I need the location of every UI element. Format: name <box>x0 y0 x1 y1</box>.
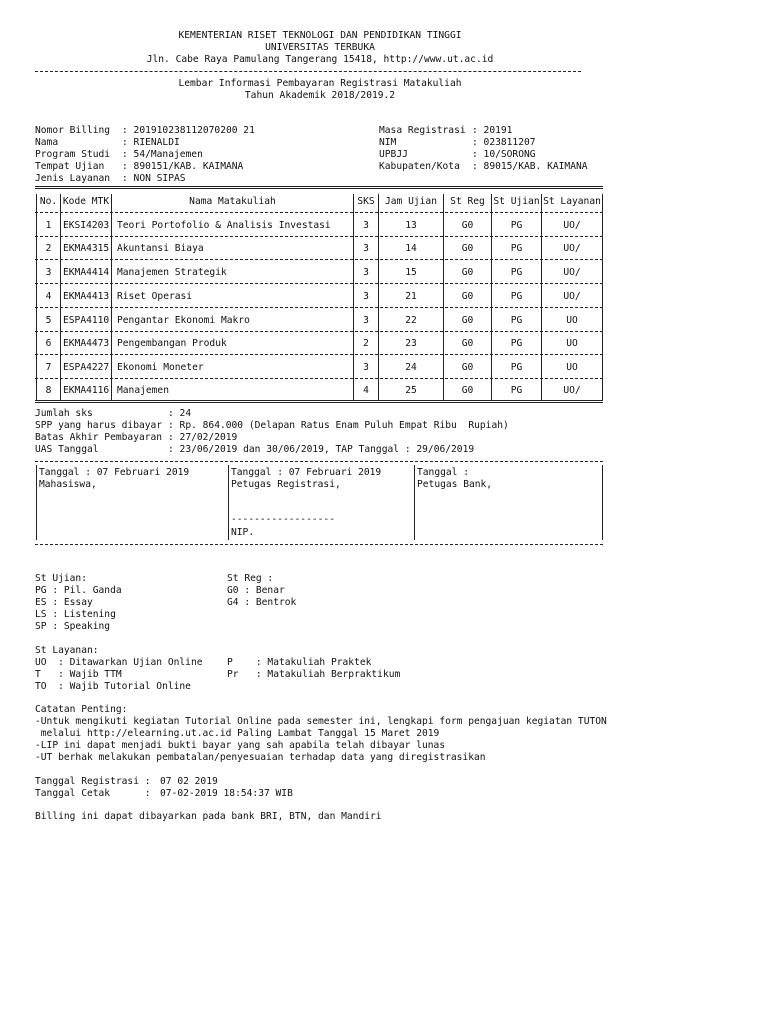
legend-item: P : Matakuliah Praktek <box>227 657 372 668</box>
student-sign-date: Tanggal : 07 Februari 2019 <box>39 467 190 478</box>
row-reg-status: G0 <box>461 315 474 326</box>
service-type: : NON SIPAS <box>122 173 186 184</box>
col-header: St Ujian <box>493 196 540 207</box>
row-no: 8 <box>45 385 52 396</box>
summary-label: Jumlah sks <box>35 408 93 419</box>
row-reg-status: G0 <box>461 267 474 278</box>
legend-item: ES : Essay <box>35 597 93 608</box>
legend-title: St Reg : <box>227 573 274 584</box>
info-label: Nomor Billing <box>35 125 111 136</box>
notes-title: Catatan Penting: <box>35 704 128 715</box>
legend-title: St Ujian: <box>35 573 87 584</box>
row-reg-status: G0 <box>461 243 474 254</box>
legend-title: St Layanan: <box>35 645 99 656</box>
row-sks: 3 <box>363 362 369 373</box>
info-label: UPBJJ <box>379 149 408 160</box>
row-sks: 3 <box>363 267 369 278</box>
payment-banks-note: Billing ini dapat dibayarkan pada bank BRI, BTN, dan Mandiri <box>35 811 382 822</box>
row-reg-status: G0 <box>461 362 474 373</box>
row-exam-hour: 14 <box>405 243 417 254</box>
row-service-status: UO/ <box>563 385 581 396</box>
ministry-name: KEMENTERIAN RISET TEKNOLOGI DAN PENDIDIKAN TINGGI <box>178 30 462 41</box>
col-header: St Layanan <box>543 196 601 207</box>
billing-number: : 201910238112070200 21 <box>122 125 255 136</box>
legend-item: G4 : Bentrok <box>227 597 297 608</box>
table-bottom-border <box>35 400 603 403</box>
row-exam-status: PG <box>510 315 523 326</box>
row-course: Akuntansi Biaya <box>117 243 204 254</box>
info-label: Kabupaten/Kota <box>379 161 460 172</box>
row-exam-status: PG <box>510 267 523 278</box>
row-service-status: UO/ <box>563 267 581 278</box>
row-code: EKSI4203 <box>63 220 110 231</box>
row-code: EKMA4473 <box>63 338 110 349</box>
row-no: 2 <box>45 243 52 254</box>
col-header: No. <box>39 196 58 207</box>
table-top-border <box>35 186 603 189</box>
row-code: EKMA4413 <box>63 291 110 302</box>
university-address: Jln. Cabe Raya Pamulang Tangerang 15418, http://www.ut.ac.id <box>146 54 494 65</box>
note-line: -UT berhak melakukan pembatalan/penyesuaian terhadap data yang diregistrasikan <box>35 752 486 763</box>
row-exam-hour: 21 <box>405 291 417 302</box>
row-exam-hour: 15 <box>405 267 417 278</box>
row-course: Manajemen <box>117 385 169 396</box>
summary-label: Batas Akhir Pembayaran <box>35 432 163 443</box>
row-exam-status: PG <box>510 220 523 231</box>
legend-item: Pr : Matakuliah Berpraktikum <box>227 669 401 680</box>
regency-city: : 89015/KAB. KAIMANA <box>472 161 588 172</box>
row-exam-status: PG <box>510 338 523 349</box>
date-label: Tanggal Cetak : <box>35 788 151 799</box>
row-course: Teori Portofolio & Analisis Investasi <box>117 220 331 231</box>
info-label: Tempat Ujian <box>35 161 105 172</box>
col-header: Nama Matakuliah <box>189 196 276 207</box>
row-course: Ekonomi Moneter <box>117 362 204 373</box>
row-service-status: UO <box>566 315 578 326</box>
registrar-nip: NIP. <box>231 527 255 538</box>
legend-item: UO : Ditawarkan Ujian Online <box>35 657 203 668</box>
row-service-status: UO/ <box>563 220 581 231</box>
row-code: EKMA4315 <box>63 243 110 254</box>
upbjj: : 10/SORONG <box>472 149 536 160</box>
col-header: SKS <box>357 196 375 207</box>
info-label: Jenis Layanan <box>35 173 111 184</box>
registrar-sign-line: ------------------ <box>231 514 335 525</box>
legend-item: TO : Wajib Tutorial Online <box>35 681 191 692</box>
info-label: NIM <box>379 137 397 148</box>
row-course: Pengantar Ekonomi Makro <box>117 315 250 326</box>
row-no: 4 <box>45 291 52 302</box>
row-exam-hour: 13 <box>405 220 417 231</box>
row-reg-status: G0 <box>461 385 474 396</box>
row-service-status: UO <box>566 338 578 349</box>
row-reg-status: G0 <box>461 338 474 349</box>
legend-item: T : Wajib TTM <box>35 669 122 680</box>
row-code: EKMA4414 <box>63 267 110 278</box>
registration-period: : 20191 <box>472 125 513 136</box>
student-sign-role: Mahasiswa, <box>39 479 97 490</box>
print-date: 07-02-2019 18:54:37 WIB <box>160 788 293 799</box>
row-exam-status: PG <box>510 243 523 254</box>
row-exam-hour: 22 <box>405 315 417 326</box>
note-line: -Untuk mengikuti kegiatan Tutorial Online pada semester ini, lengkapi form pengajuan kegiatan TUTON <box>35 716 607 727</box>
tuition-amount: : Rp. 864.000 (Delapan Ratus Enam Puluh Empat Ribu Rupiah) <box>168 420 509 431</box>
university-name: UNIVERSITAS TERBUKA <box>265 42 375 53</box>
registration-date: 07 02 2019 <box>160 776 218 787</box>
row-reg-status: G0 <box>461 220 474 231</box>
row-reg-status: G0 <box>461 291 474 302</box>
row-course: Riset Operasi <box>117 291 193 302</box>
row-service-status: UO/ <box>563 291 581 302</box>
info-label: Program Studi <box>35 149 111 160</box>
row-service-status: UO/ <box>563 243 581 254</box>
row-exam-status: PG <box>510 385 523 396</box>
note-line: -LIP ini dapat menjadi bukti bayar yang sah apabila telah dibayar lunas <box>35 740 446 751</box>
row-sks: 2 <box>363 338 369 349</box>
row-course: Pengembangan Produk <box>117 338 227 349</box>
row-course: Manajemen Strategik <box>117 267 227 278</box>
row-sks: 4 <box>363 385 369 396</box>
legend-item: PG : Pil. Ganda <box>35 585 122 596</box>
date-label: Tanggal Registrasi : <box>35 776 151 787</box>
study-program: : 54/Manajemen <box>122 149 203 160</box>
legend-item: G0 : Benar <box>227 585 285 596</box>
registrar-sign-role: Petugas Registrasi, <box>231 479 341 490</box>
row-code: EKMA4116 <box>63 385 110 396</box>
student-name: : RIENALDI <box>122 137 180 148</box>
row-sks: 3 <box>363 220 369 231</box>
row-sks: 3 <box>363 291 369 302</box>
legend-item: LS : Listening <box>35 609 116 620</box>
bank-sign-role: Petugas Bank, <box>417 479 493 490</box>
summary-label: SPP yang harus dibayar <box>35 420 163 431</box>
row-exam-hour: 24 <box>405 362 417 373</box>
student-id: : 023811207 <box>472 137 536 148</box>
row-no: 6 <box>45 338 52 349</box>
note-line: melalui http://elearning.ut.ac.id Paling Lambat Tanggal 15 Maret 2019 <box>35 728 440 739</box>
row-exam-hour: 25 <box>405 385 417 396</box>
col-header: Jam Ujian <box>385 196 437 207</box>
academic-year: Tahun Akademik 2018/2019.2 <box>244 90 396 101</box>
col-header: St Reg <box>450 196 485 207</box>
row-exam-status: PG <box>510 362 523 373</box>
row-sks: 3 <box>363 243 369 254</box>
row-no: 7 <box>45 362 52 373</box>
row-no: 5 <box>45 315 52 326</box>
row-code: ESPA4110 <box>63 315 110 326</box>
row-exam-hour: 23 <box>405 338 417 349</box>
row-code: ESPA4227 <box>63 362 110 373</box>
row-sks: 3 <box>363 315 369 326</box>
row-no: 1 <box>45 220 52 231</box>
col-header: Kode MTK <box>62 196 110 207</box>
bank-sign-date: Tanggal : <box>417 467 469 478</box>
info-label: Masa Registrasi <box>379 125 466 136</box>
document-title: Lembar Informasi Pembayaran Registrasi Matakuliah <box>178 78 462 89</box>
exam-location: : 890151/KAB. KAIMANA <box>122 161 244 172</box>
exam-dates: : 23/06/2019 dan 30/06/2019, TAP Tanggal : 29/06/2019 <box>168 444 475 455</box>
payment-deadline: : 27/02/2019 <box>168 432 238 443</box>
row-service-status: UO <box>566 362 578 373</box>
info-label: Nama <box>35 137 59 148</box>
row-no: 3 <box>45 267 52 278</box>
total-sks: : 24 <box>168 408 192 419</box>
row-exam-status: PG <box>510 291 523 302</box>
registrar-sign-date: Tanggal : 07 Februari 2019 <box>231 467 382 478</box>
legend-item: SP : Speaking <box>35 621 111 632</box>
header-divider <box>35 71 581 72</box>
summary-label: UAS Tanggal <box>35 444 99 455</box>
